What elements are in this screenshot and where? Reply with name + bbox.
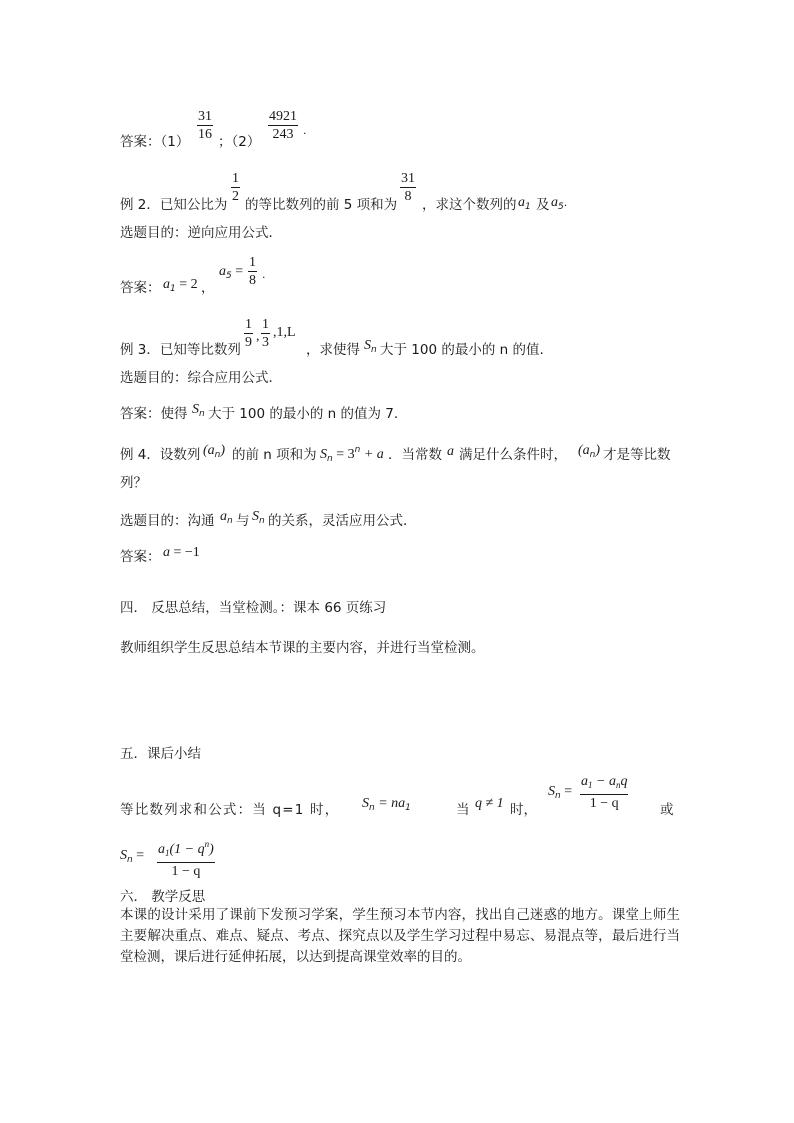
example-4-text-b: 的前 n 项和为 [232, 447, 317, 463]
example-3-text-c: 大于 100 的最小的 n 的值. [380, 342, 544, 358]
example-2-text-c: ，求这个数列的 [422, 197, 517, 213]
example-3-text-b: ，求使得 [306, 342, 360, 358]
example-4-constant-a: a [447, 444, 454, 459]
section-4-body: 教师组织学生反思总结本节课的主要内容，并进行当堂检测。 [120, 640, 485, 656]
example-2-a5: $a_5$. [551, 195, 568, 212]
example-4-text-d: 满足什么条件时， [459, 447, 567, 463]
section-5-text-c: 时， [510, 802, 537, 818]
answer-2-fraction: $\frac{1}{8}$ [249, 255, 256, 288]
answer-2-period: . [262, 268, 266, 281]
answer-4-label: 答案： [120, 549, 161, 565]
example-3-sn: $S_n$ [364, 338, 377, 355]
example-2-text-b: 的等比数列的前 5 项和为 [245, 197, 398, 213]
section-6-title: 六． 教学反思 [120, 889, 206, 905]
purpose-4-sn: $S_n$ [252, 509, 265, 526]
example-2-text-a: 例 2．已知公比为 [120, 197, 228, 213]
example-2-a1: $a_1$ [518, 195, 531, 212]
purpose-2: 选题目的：逆向应用公式． [120, 225, 282, 241]
example-3-seq-fraction-2: $\frac{1}{3}$ [262, 317, 269, 350]
example-4-equation: $S_n = 3^n + a$ [320, 445, 384, 464]
section-5-text-a: 等比数列求和公式：当 q=1 时， [120, 802, 340, 818]
example-2-sum-fraction: $\frac{31}{8}$ [401, 171, 415, 204]
answer-2-eq1: $a_1 = 2$ [163, 277, 198, 294]
example-3-seq-fraction-1: $\frac{1}{9}$ [245, 317, 252, 350]
example-3-seq-comma: , [256, 329, 260, 344]
section-5-eq3-lhs: $S_n$ = [120, 848, 145, 865]
answer-4-equation: a = −1 [163, 545, 200, 560]
answer-1-fraction-1: $\frac{31}{16}$ [198, 109, 212, 142]
example-4-text-a: 例 4．设数列 [120, 447, 201, 463]
example-3-seq-tail: ,1,L [273, 325, 296, 340]
section-5-eq2-lhs: $S_n$ = [548, 784, 573, 801]
example-3-text-a: 例 3．已知等比数列 [120, 342, 241, 358]
answer-1-line [120, 133, 189, 151]
section-5-condition: q ≠ 1 [475, 796, 504, 811]
purpose-4-text-a: 选题目的：沟通 [120, 513, 215, 529]
answer-3-label: 答案：使得 [120, 406, 188, 422]
section-5-title: 五．课后小结 [120, 746, 201, 762]
answer-2-label: 答案： [120, 280, 161, 296]
example-4-text-f: 列？ [120, 475, 147, 491]
purpose-3: 选题目的：综合应用公式． [120, 370, 282, 386]
example-4-seq-2: $(a_n)$ [578, 443, 601, 460]
section-5-or: 或 [660, 802, 674, 818]
purpose-4-text-b: 与 [236, 513, 250, 529]
answer-1-fraction-2: $\frac{4921}{243}$ [269, 109, 297, 142]
example-2-ratio-fraction: $\frac{1}{2}$ [232, 171, 239, 204]
example-4-seq: $(a_n)$ [203, 443, 226, 460]
example-2-and: 及 [536, 197, 550, 213]
answer-1-period: . [303, 124, 307, 137]
purpose-4-an: $a_n$ [220, 509, 233, 526]
answer-1-separator: ；（2） [218, 134, 261, 150]
answer-2-eq2: $a_5$ = [219, 264, 244, 281]
section-6-body: 本课的设计采用了课前下发预习学案，学生预习本节内容，找出自己迷惑的地方。课堂上师生主要解决重点、难点、疑点、考点、探究点以及学生学习过程中易忘、易混点等，最后进行当堂检测，课后进行延伸拓展，以达到提高课堂效率的目的。 [120, 907, 680, 965]
section-5-text-b: 当 [456, 802, 470, 818]
section-4-title: 四． 反思总结，当堂检测。：课本 66 页练习 [120, 600, 387, 616]
section-5-eq1: $S_n = na_1$ [362, 796, 411, 813]
section-5-eq3-fraction: $\frac{a_1(1 - q^n)}{1 - q}$ [158, 839, 214, 879]
answer-2-comma: ， [201, 280, 215, 296]
answer-3-text: 大于 100 的最小的 n 的值为 7. [208, 406, 399, 422]
answer-3-sn: $S_n$ [192, 402, 205, 419]
example-4-text-e: 才是等比数 [603, 447, 671, 463]
section-5-eq2-fraction: $a_1 - a_nq$ 1 − q [581, 774, 628, 811]
answer-label: 答案：（1） [120, 134, 190, 150]
purpose-4-text-c: 的关系，灵活应用公式． [268, 513, 417, 529]
example-4-text-c: ．当常数 [388, 447, 442, 463]
